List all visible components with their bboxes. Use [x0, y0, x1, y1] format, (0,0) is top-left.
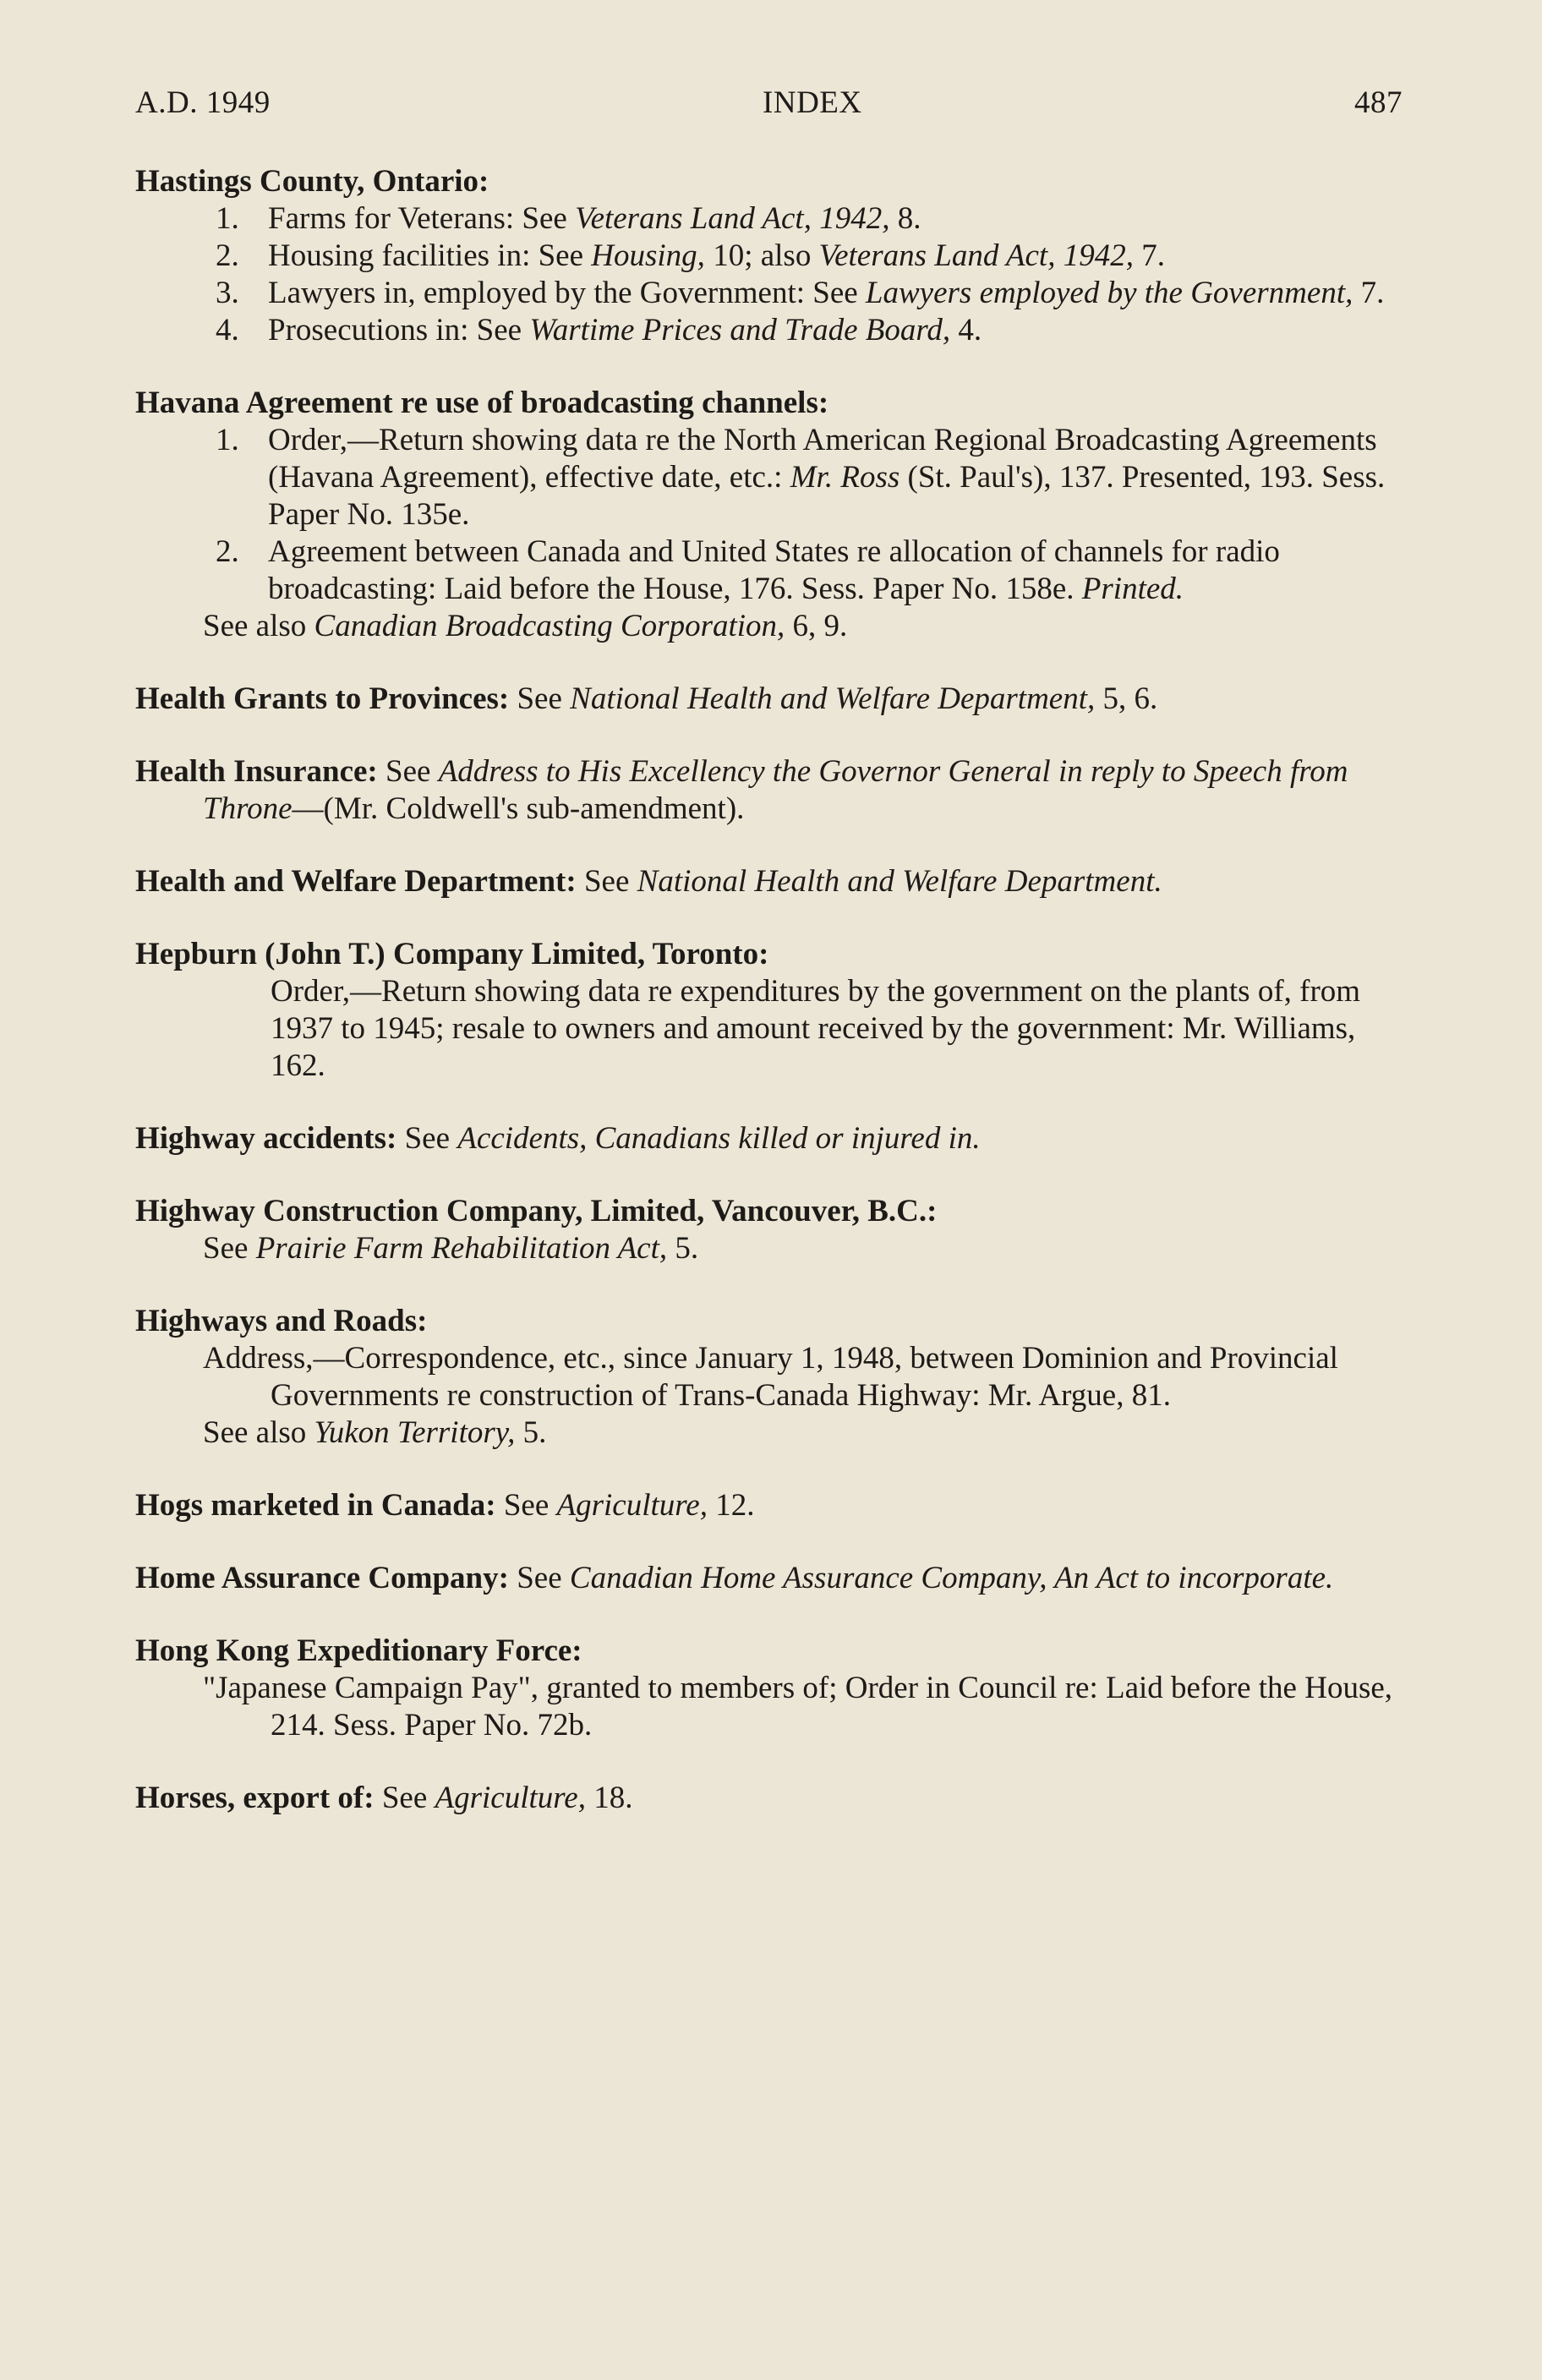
entry-heading: Health and Welfare Department: — [135, 864, 577, 899]
entry-heading: Hong Kong Expeditionary Force: — [135, 1633, 582, 1668]
entry-heading: Highway accidents: — [135, 1121, 397, 1156]
index-entry-highway-construction — [135, 1193, 1403, 1267]
item-number: 2. — [216, 534, 239, 569]
sub-item — [216, 275, 1403, 312]
header-year: A.D. 1949 — [135, 85, 271, 120]
entry-heading: Horses, export of: — [135, 1781, 375, 1815]
index-entry-highways-roads — [135, 1303, 1403, 1452]
index-entry-hepburn — [135, 936, 1403, 1085]
index-entry-horses: Horses, export of: See Agriculture, 18. — [135, 1781, 633, 1815]
sub-item — [216, 312, 1403, 349]
running-head — [135, 85, 1403, 121]
entry-paragraph: Address,—Correspondence, etc., since January 1, 1948, between Dominion and Provincial Governments re construction of Trans-Canada Highway: Mr. Argue, 81. — [203, 1341, 1338, 1413]
entry-heading: Health Insurance: — [135, 754, 378, 789]
index-entry-highway-accidents: Highway accidents: See Accidents, Canadians killed or injured in. — [135, 1121, 981, 1156]
index-entry-home-assurance: Home Assurance Company: See Canadian Home Assurance Company, An Act to incorporate. — [135, 1561, 1334, 1595]
item-number: 2. — [216, 238, 239, 273]
entry-heading: Health Grants to Provinces: — [135, 681, 510, 716]
entry-heading: Home Assurance Company: — [135, 1561, 509, 1595]
header-title: INDEX — [763, 85, 862, 120]
header-page-number: 487 — [1353, 85, 1403, 120]
item-number: 4. — [216, 313, 239, 347]
index-entry-health-welfare: Health and Welfare Department: See National Health and Welfare Department. — [135, 864, 1162, 899]
index-entry-hong-kong — [135, 1633, 1403, 1744]
item-text: Agreement between Canada and United States re allocation of channels for radio broadcasting: Laid before the House, 176. Sess. Paper No. 158e. Printed. — [268, 534, 1280, 606]
index-entry-havana — [135, 385, 1403, 645]
entry-heading: Highways and Roads: — [135, 1304, 428, 1338]
index-entry-hogs: Hogs marketed in Canada: See Agriculture, 12. — [135, 1488, 755, 1523]
sub-item — [216, 200, 1403, 238]
item-text: Order,—Return showing data re the North American Regional Broadcasting Agreements (Havana Agreement), effective date, etc.: Mr. Ross (St. Paul's), 137. Presented, 193. Sess. Paper No. 135e. — [268, 423, 1386, 532]
item-number: 1. — [216, 201, 239, 236]
entry-heading: Havana Agreement re use of broadcasting channels: — [135, 386, 829, 420]
entry-heading: Highway Construction Company, Limited, Vancouver, B.C.: — [135, 1194, 938, 1228]
index-entry-hastings — [135, 163, 1403, 349]
sub-item — [216, 238, 1403, 275]
entry-heading: Hogs marketed in Canada: — [135, 1488, 496, 1523]
see-reference: See Prairie Farm Rehabilitation Act, 5. — [203, 1231, 699, 1266]
entry-paragraph: Order,—Return showing data re expenditures by the government on the plants of, from 1937 to 1945; resale to owners and amount received by the government: Mr. Williams, 162. — [271, 974, 1361, 1083]
index-entry-health-insurance: Health Insurance: See Address to His Excellency the Governor General in reply to Speech from Throne—(Mr. Coldwell's sub-amendment). — [135, 754, 1348, 826]
index-entry-health-grants: Health Grants to Provinces: See National Health and Welfare Department, 5, 6. — [135, 681, 1158, 716]
see-also: See also Canadian Broadcasting Corporation, 6, 9. — [203, 609, 848, 643]
item-text: Prosecutions in: See Wartime Prices and Trade Board, 4. — [268, 313, 982, 347]
item-text: Housing facilities in: See Housing, 10; also Veterans Land Act, 1942, 7. — [268, 238, 1165, 273]
item-number: 3. — [216, 276, 239, 310]
see-also: See also Yukon Territory, 5. — [203, 1415, 547, 1450]
item-text: Farms for Veterans: See Veterans Land Act, 1942, 8. — [268, 201, 921, 236]
item-text: Lawyers in, employed by the Government: See Lawyers employed by the Government, 7. — [268, 276, 1385, 310]
entry-heading: Hepburn (John T.) Company Limited, Toronto: — [135, 937, 769, 971]
item-number: 1. — [216, 423, 239, 457]
sub-item — [216, 533, 1403, 608]
sub-item — [216, 422, 1403, 533]
entry-heading: Hastings County, Ontario: — [135, 164, 489, 199]
entry-paragraph: "Japanese Campaign Pay", granted to members of; Order in Council re: Laid before the House, 214. Sess. Paper No. 72b. — [203, 1671, 1393, 1743]
